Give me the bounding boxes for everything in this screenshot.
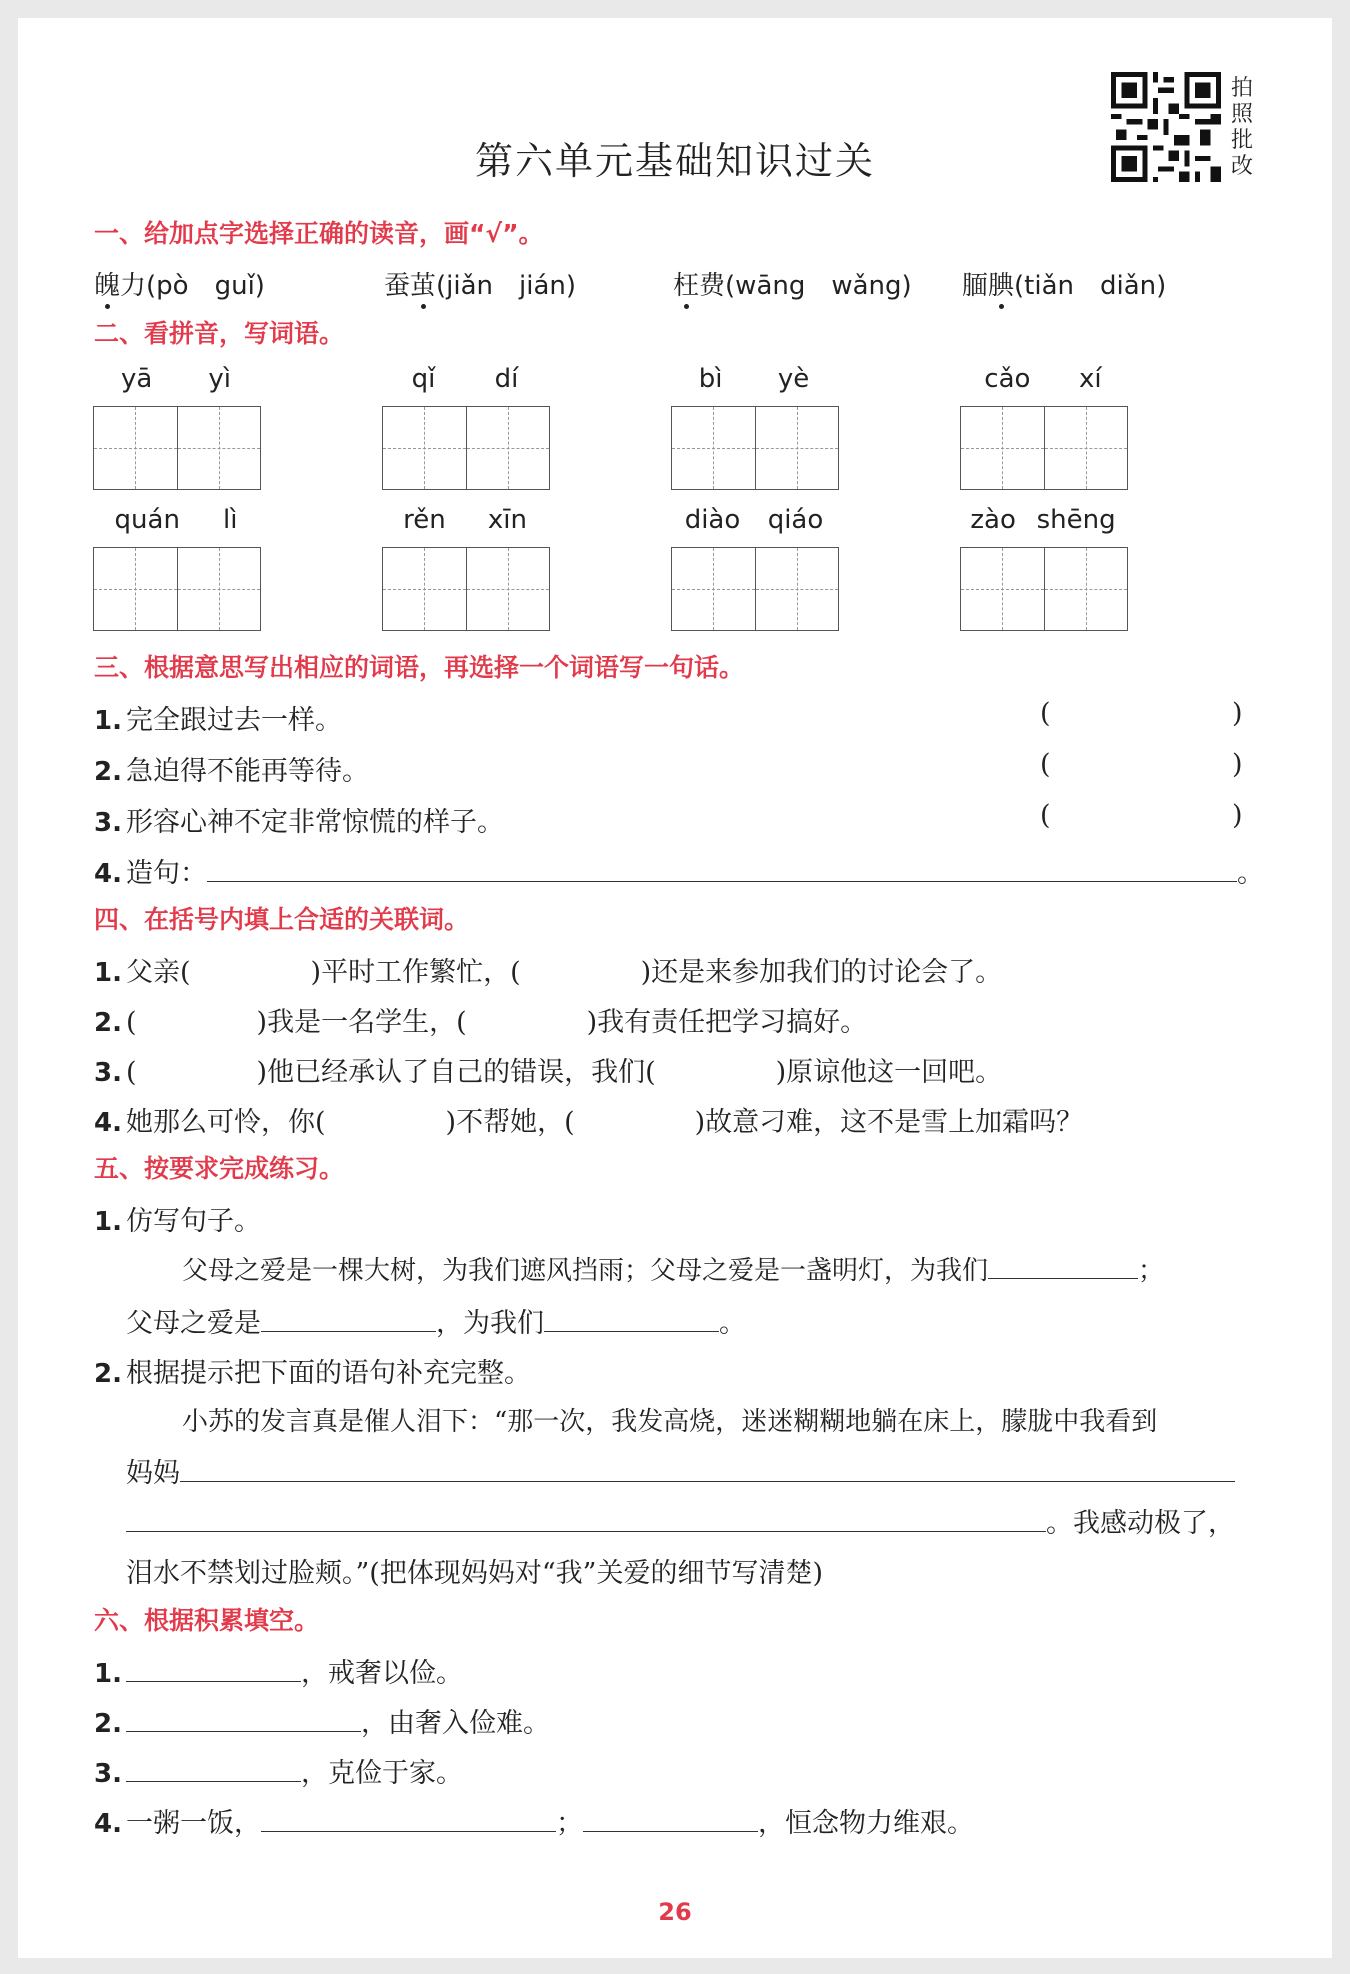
section-5-heading: 五、按要求完成练习。: [94, 1154, 345, 1183]
pinyin-word-7: diào qiáo: [684, 505, 824, 535]
section-3-heading: 三、根据意思写出相应的词语，再选择一个词语写一句话。: [94, 653, 745, 682]
completion-prompt: 小苏的发言真是催人泪下：“那一次，我发高烧，迷迷糊糊地躺在床上，朦胧中我看到: [182, 1407, 1158, 1437]
answer-blank[interactable]: (: [1040, 698, 1051, 729]
pinyin-choice-2[interactable]: 蚕茧(jiǎn jián): [384, 271, 577, 301]
meaning-item-3: 3. 形容心神不定非常惊慌的样子。: [94, 807, 504, 838]
pinyin-word-8: zào shēng: [970, 505, 1116, 535]
completion-line-3: 泪水不禁划过脸颊。”(把体现妈妈对“我”关爱的细节写清楚): [126, 1558, 823, 1589]
section-4-heading: 四、在括号内填上合适的关联词。: [94, 905, 470, 934]
pinyin-choice-3[interactable]: 枉费(wāng wǎng): [673, 271, 912, 301]
answer-blank[interactable]: (: [1040, 800, 1051, 831]
worksheet-page: [18, 18, 1332, 1958]
writing-grid[interactable]: [960, 406, 1128, 490]
completion-line-2[interactable]: 。我感动极了，: [126, 1501, 1235, 1540]
page-title: 第六单元基础知识过关: [474, 139, 875, 183]
writing-grid[interactable]: [382, 406, 550, 490]
writing-grid[interactable]: [93, 547, 261, 631]
make-sentence-line[interactable]: 4. 造句： 。: [94, 858, 1264, 889]
pinyin-word-1: yā yì: [121, 364, 231, 394]
scan-to-grade-label: 拍 照 批 改: [1230, 76, 1253, 179]
answer-blank[interactable]: (: [1040, 749, 1051, 780]
meaning-item-1: 1. 完全跟过去一样。: [94, 705, 342, 736]
section-2-heading: 二、看拼音，写词语。: [94, 319, 345, 348]
meaning-item-2: 2. 急迫得不能再等待。: [94, 756, 369, 787]
pinyin-word-3: bì yè: [698, 364, 810, 394]
fill-blank-4[interactable]: 4. 一粥一饭， ； ，恒念物力维艰。: [94, 1808, 974, 1839]
pinyin-choice-1[interactable]: 魄力(pò guǐ): [94, 271, 265, 301]
pinyin-word-5: quán lì: [114, 505, 238, 535]
fill-blank-1[interactable]: 1. ，戒奢以俭。: [94, 1658, 463, 1689]
completion-line-1[interactable]: 妈妈: [126, 1451, 1235, 1490]
exercise-2-title: 2. 根据提示把下面的语句补充完整。: [94, 1358, 531, 1389]
pinyin-choice-4[interactable]: 腼腆(tiǎn diǎn): [962, 271, 1167, 301]
section-6-heading: 六、根据积累填空。: [94, 1606, 320, 1635]
conjunction-item-3[interactable]: 3. ( )他已经承认了自己的错误，我们( )原谅他这一回吧。: [94, 1057, 1003, 1088]
fill-blank-2[interactable]: 2. ，由奢入俭难。: [94, 1708, 550, 1739]
section-1-heading: 一、给加点字选择正确的读音，画“√”。: [94, 219, 544, 248]
answer-blank-close: ): [1232, 698, 1243, 729]
answer-blank-close: ): [1232, 800, 1243, 831]
imitation-answer[interactable]: 父母之爱是 ，为我们 。: [126, 1308, 746, 1339]
writing-grid[interactable]: [93, 406, 261, 490]
writing-grid[interactable]: [671, 547, 839, 631]
conjunction-item-1[interactable]: 1. 父亲( )平时工作繁忙，( )还是来参加我们的讨论会了。: [94, 957, 1003, 988]
conjunction-item-4[interactable]: 4. 她那么可怜，你( )不帮她，( )故意刁难，这不是雪上加霜吗？: [94, 1107, 1084, 1138]
writing-grid[interactable]: [960, 547, 1128, 631]
answer-blank-close: ): [1232, 749, 1243, 780]
fill-blank-3[interactable]: 3. ，克俭于家。: [94, 1758, 463, 1789]
pinyin-word-4: cǎo xí: [984, 364, 1102, 394]
page-number: 26: [658, 1898, 692, 1926]
writing-grid[interactable]: [382, 547, 550, 631]
exercise-1-title: 1. 仿写句子。: [94, 1206, 261, 1237]
writing-grid[interactable]: [671, 406, 839, 490]
conjunction-item-2[interactable]: 2. ( )我是一名学生，( )我有责任把学习搞好。: [94, 1007, 868, 1038]
imitation-prompt[interactable]: 父母之爱是一棵大树，为我们遮风挡雨；父母之爱是一盏明灯，为我们 ；: [182, 1256, 1165, 1286]
pinyin-word-2: qǐ dí: [411, 364, 519, 394]
pinyin-word-6: rěn xīn: [403, 505, 527, 535]
